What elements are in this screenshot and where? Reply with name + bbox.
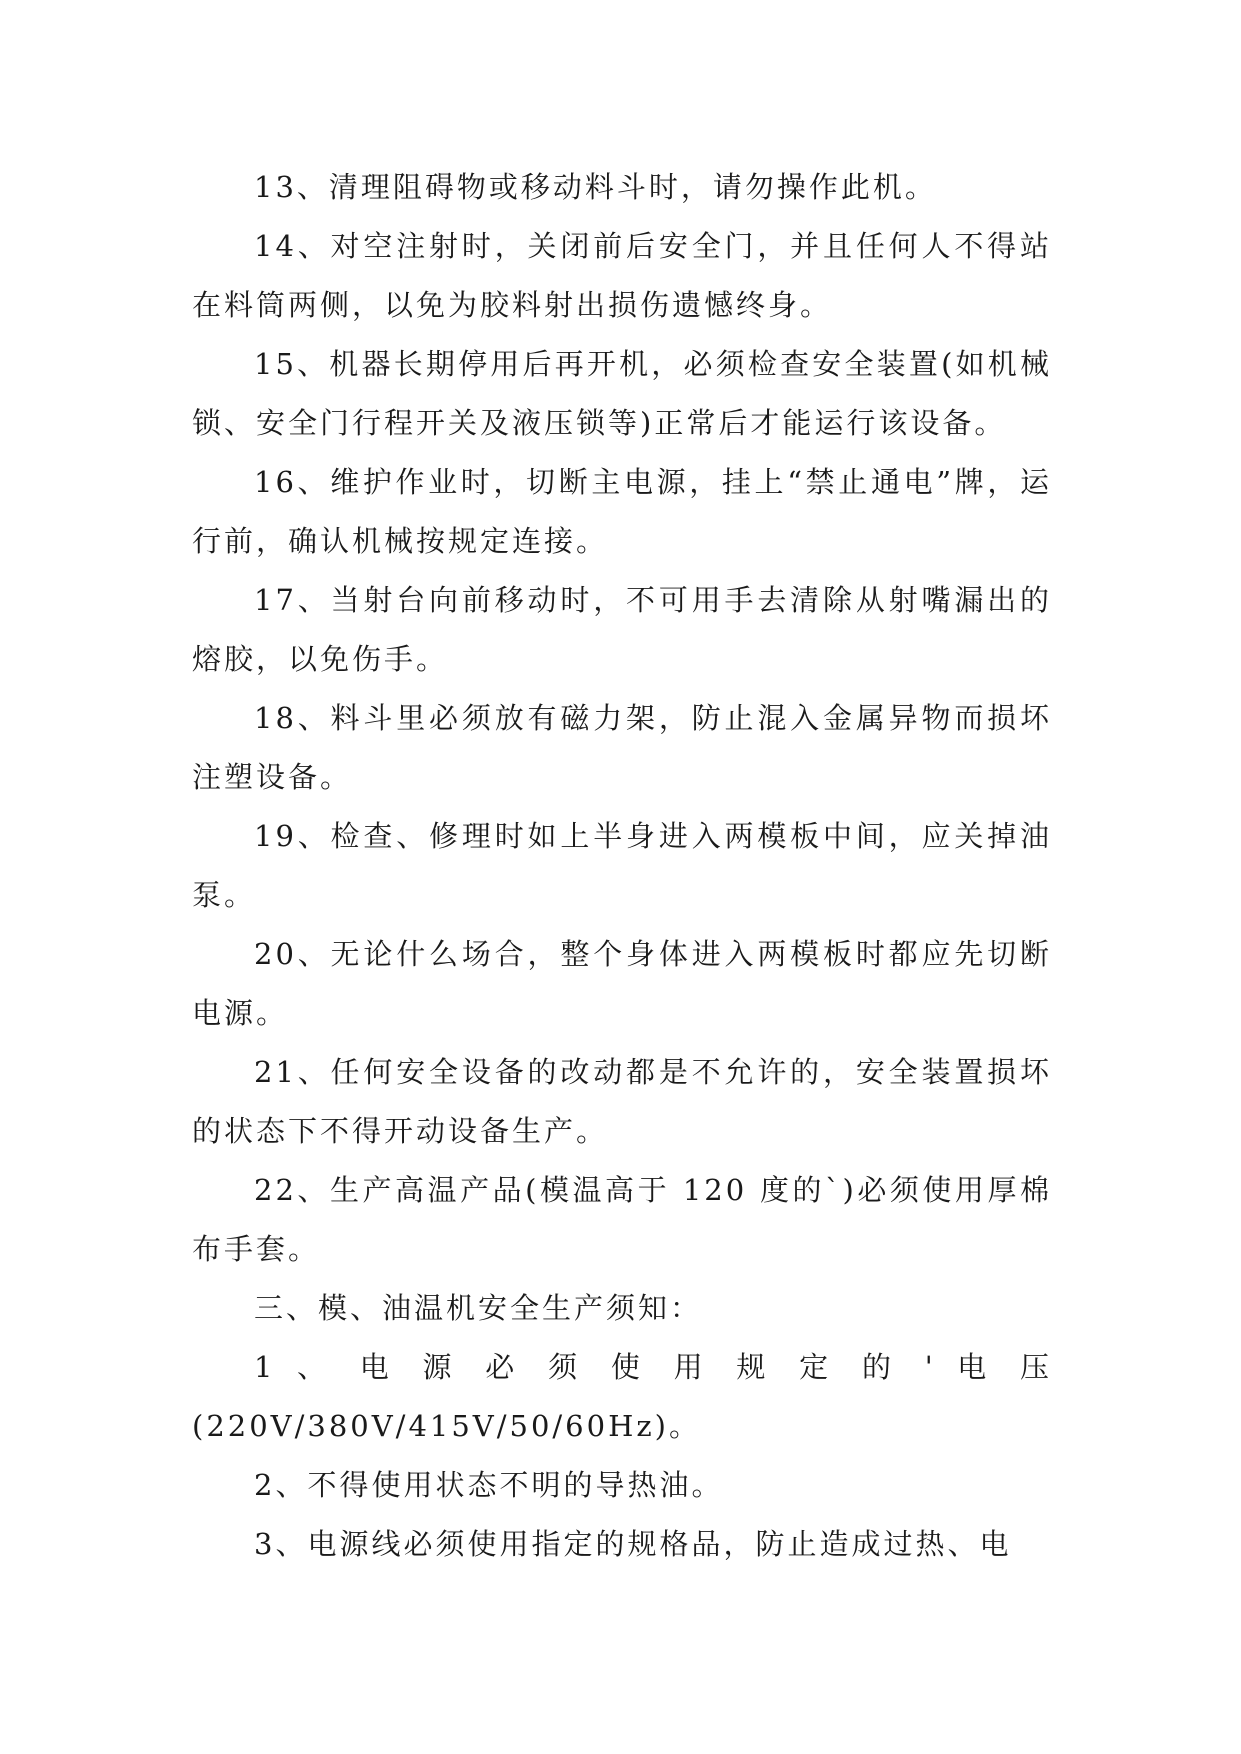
document-body <box>192 158 1052 1574</box>
paragraph-16: 16、维护作业时，切断主电源，挂上“禁止通电”牌，运行前，确认机械按规定连接。 <box>192 465 1052 558</box>
paragraph-17: 17、当射台向前移动时，不可用手去清除从射嘴漏出的熔胶，以免伤手。 <box>192 583 1052 676</box>
paragraph-13: 13、清理阻碍物或移动料斗时，请勿操作此机。 <box>254 170 937 204</box>
paragraph-15: 15、机器长期停用后再开机，必须检查安全装置(如机械锁、安全门行程开关及液压锁等)正常后才能运行该设备。 <box>192 347 1052 440</box>
paragraph-20: 20、无论什么场合，整个身体进入两模板时都应先切断电源。 <box>192 937 1052 1030</box>
paragraph-21: 21、任何安全设备的改动都是不允许的，安全装置损坏的状态下不得开动设备生产。 <box>192 1055 1052 1148</box>
paragraph-s3-1: 1 、 电 源 必 须 使 用 规 定 的 ' 电 压 (220V/380V/415V/50/60Hz)。 <box>192 1350 1052 1443</box>
paragraph-18: 18、料斗里必须放有磁力架，防止混入金属异物而损坏注塑设备。 <box>192 701 1052 794</box>
paragraph-19: 19、检查、修理时如上半身进入两模板中间，应关掉油泵。 <box>192 819 1052 912</box>
section-heading-3: 三、模、油温机安全生产须知： <box>254 1291 703 1325</box>
paragraph-s3-2: 2、不得使用状态不明的导热油。 <box>254 1468 724 1502</box>
paragraph-s3-3: 3、电源线必须使用指定的规格品，防止造成过热、电 <box>254 1527 1012 1561</box>
paragraph-22: 22、生产高温产品(模温高于 120 度的`)必须使用厚棉布手套。 <box>192 1173 1052 1266</box>
paragraph-14: 14、对空注射时，关闭前后安全门，并且任何人不得站在料筒两侧，以免为胶料射出损伤遗憾终身。 <box>192 229 1052 322</box>
